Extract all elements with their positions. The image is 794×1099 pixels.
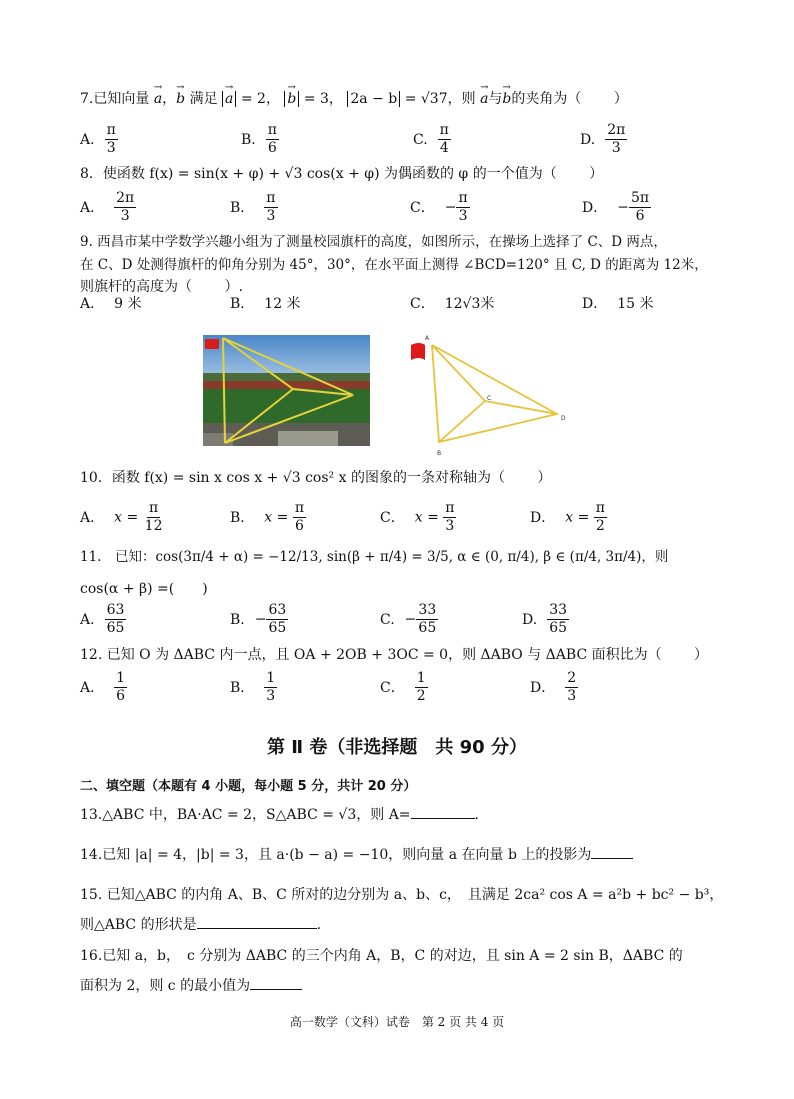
q12-option-a[interactable]: A． $\frac{1}{6}$ bbox=[80, 670, 126, 704]
q15-line-2: 则△ABC 的形状是 . bbox=[80, 917, 322, 933]
diagram-label-b: B bbox=[437, 450, 442, 457]
q8-option-a[interactable]: A． $\frac{2\pi}{3}$ bbox=[80, 190, 135, 224]
q9-line-3: 则旗杆的高度为（ ）. bbox=[80, 279, 243, 295]
q9-option-a[interactable]: A． 9 米 bbox=[80, 296, 142, 312]
q7-option-c[interactable]: C. $\frac{\pi}{4}$ bbox=[413, 122, 449, 156]
q11-option-a[interactable]: A. $\frac{63}{65}$ bbox=[80, 602, 125, 636]
q10-stem: 10．函数 f(x) = sin x cos x + √3 cos² x 的图象的一条对称轴为（ ） bbox=[80, 470, 552, 486]
q9-line-2: 在 C、D 处测得旗杆的仰角分别为 45°，30°，在水平面上测得 ∠BCD=120° 且 C, D 的距离为 12米， bbox=[80, 257, 708, 273]
q15-line-1: 15. 已知△ABC 的内角 A、B、C 所对的边分别为 a、b、c， 且满足 2ca² cos A = a²b + bc² − b³， bbox=[80, 887, 724, 903]
q11-stem-2: cos(α + β) =( ) bbox=[80, 581, 208, 597]
q9-option-b[interactable]: B． 12 米 bbox=[230, 296, 301, 312]
q14: 14.已知 |a| = 4，|b| = 3，且 a·(b − a) = −10，则向量 a 在向量 b 上的投影为 bbox=[80, 845, 633, 865]
fill-section-title: 二、填空题（本题有 4 小题，每小题 5 分，共计 20 分） bbox=[80, 779, 417, 794]
q11-option-b[interactable]: B. − $\frac{63}{65}$ bbox=[230, 602, 287, 636]
q8-stem: 8．使函数 f(x) = sin(x + φ) + √3 cos(x + φ) 为偶函数的 φ 的一个值为（ ） bbox=[80, 166, 604, 182]
diagram-label-d: D bbox=[561, 415, 566, 422]
section-header: 第 Ⅱ 卷（非选择题 共 90 分） bbox=[267, 737, 527, 758]
diagram-label-a: A bbox=[425, 335, 430, 342]
q9-option-d[interactable]: D． 15 米 bbox=[582, 296, 654, 312]
q15-answer-blank[interactable] bbox=[197, 928, 317, 929]
q8-option-b[interactable]: B． $\frac{\pi}{3}$ bbox=[230, 190, 276, 224]
q16-line-1: 16.已知 a，b， c 分别为 ΔABC 的三个内角 A，B，C 的对边，且 sin A = 2 sin B，ΔABC 的 bbox=[80, 948, 683, 964]
q16-line-2: 面积为 2，则 c 的最小值为 bbox=[80, 976, 302, 996]
q12-option-b[interactable]: B． $\frac{1}{3}$ bbox=[230, 670, 276, 704]
flagpole-photo bbox=[203, 335, 370, 446]
page-footer: 高一数学（文科）试卷 第 2 页 共 4 页 bbox=[289, 1015, 505, 1029]
q11-stem: 11. 已知：cos(3π/4 + α) = −12/13, sin(β + π/4) = 3/5, α ∈ (0, π/4), β ∈ (π/4, 3π/4)，则 bbox=[80, 549, 669, 565]
diagram-label-c: C bbox=[487, 395, 492, 402]
q11-option-c[interactable]: C. − $\frac{33}{65}$ bbox=[380, 602, 437, 636]
q7-option-a[interactable]: A. $\frac{\pi}{3}$ bbox=[80, 122, 116, 156]
q14-answer-blank[interactable] bbox=[591, 858, 633, 859]
q10-option-d[interactable]: D． x = $\frac{\pi}{2}$ bbox=[530, 500, 605, 534]
q16-answer-blank[interactable] bbox=[250, 989, 302, 990]
q8-option-d[interactable]: D． − $\frac{5\pi}{6}$ bbox=[582, 190, 650, 224]
q11-option-d[interactable]: D. $\frac{33}{65}$ bbox=[522, 602, 568, 636]
q12-stem: 12. 已知 O 为 ΔABC 内一点，且 OA + 2OB + 3OC = 0，则 ΔABO 与 ΔABC 面积比为（ ） bbox=[80, 647, 709, 663]
q7-option-b[interactable]: B. $\frac{\pi}{6}$ bbox=[241, 122, 277, 156]
q10-option-b[interactable]: B． x = $\frac{\pi}{6}$ bbox=[230, 500, 305, 534]
q7-stem: 7.已知向量 → a，→ b 满足 → a = 2， → b = 3， 2a − b = √37，则 → a与→ b的夹角为（ ） bbox=[80, 89, 628, 109]
q7-option-d[interactable]: D. $\frac{2\pi}{3}$ bbox=[580, 122, 626, 156]
flagpole-diagram bbox=[405, 330, 575, 458]
q10-option-a[interactable]: A． x = $\frac{\pi}{12}$ bbox=[80, 500, 163, 534]
q10-option-c[interactable]: C． x = $\frac{\pi}{3}$ bbox=[380, 500, 455, 534]
q12-option-d[interactable]: D． $\frac{2}{3}$ bbox=[530, 670, 577, 704]
q8-option-c[interactable]: C． − $\frac{\pi}{3}$ bbox=[410, 190, 468, 224]
q9-line-1: 9. 西昌市某中学数学兴趣小组为了测量校园旗杆的高度，如图所示，在操场上选择了 C、D 两点， bbox=[80, 234, 667, 250]
q9-option-c[interactable]: C． 12√3米 bbox=[410, 296, 495, 312]
q13-answer-blank[interactable] bbox=[411, 818, 475, 819]
q13: 13.△ABC 中，BA·AC = 2，S△ABC = √3，则 A= . bbox=[80, 807, 479, 823]
q12-option-c[interactable]: C． $\frac{1}{2}$ bbox=[380, 670, 426, 704]
